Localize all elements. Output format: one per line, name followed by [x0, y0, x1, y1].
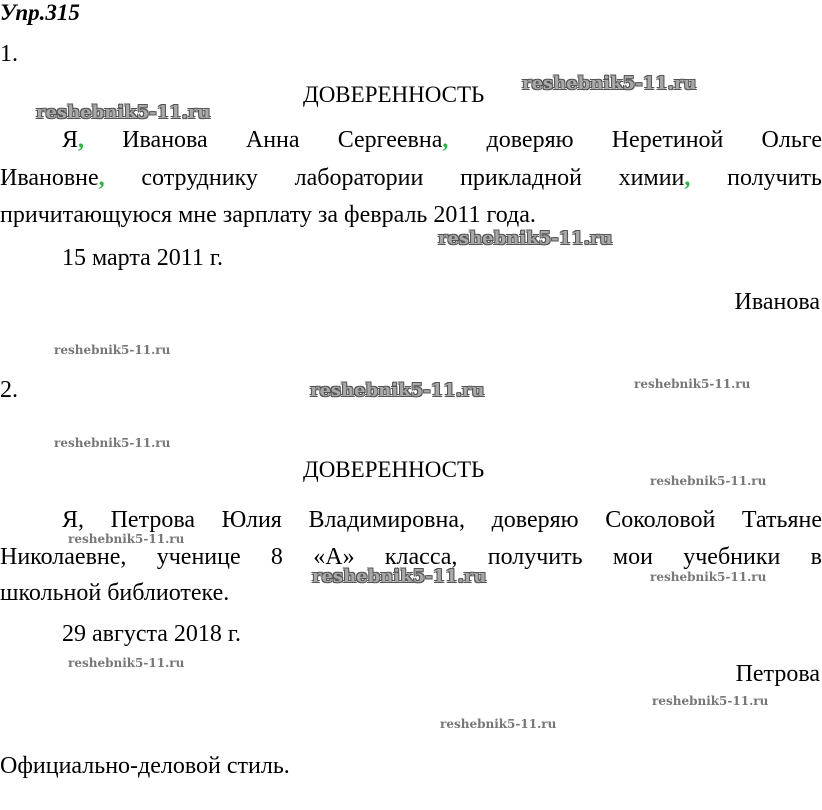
- exercise-title: Упр.315: [0, 0, 80, 25]
- doc2-text-line-2: Николаевне, ученице 8 «А» класса, получить мои учебники в: [0, 544, 822, 570]
- watermark: reshebnik5-11.ru: [54, 436, 171, 450]
- doc1-date: 15 марта 2011 г.: [62, 245, 224, 271]
- watermark: reshebnik5-11.ru: [650, 474, 767, 488]
- doc2-number: 2.: [0, 377, 18, 403]
- watermark: reshebnik5-11.ru: [650, 570, 767, 584]
- conclusion-text: Официально-деловой стиль.: [0, 753, 290, 779]
- watermark: reshebnik5-11.ru: [440, 717, 557, 731]
- doc1-number: 1.: [0, 41, 18, 67]
- watermark: reshebnik5-11.ru: [652, 694, 769, 708]
- doc2-date: 29 августа 2018 г.: [62, 621, 242, 647]
- watermark: reshebnik5-11.ru: [634, 377, 751, 391]
- watermark: reshebnik5-11.ru: [312, 566, 487, 587]
- watermark: reshebnik5-11.ru: [522, 73, 697, 94]
- watermark: reshebnik5-11.ru: [68, 532, 185, 546]
- watermark: reshebnik5-11.ru: [310, 380, 485, 401]
- doc1-signature: Иванова: [734, 289, 820, 315]
- doc1-text-line-1: Я, Иванова Анна Сергеевна, доверяю Неретиной Ольге: [62, 127, 822, 153]
- doc1-text-line-2: Ивановне, сотруднику лаборатории прикладной химии, получить: [0, 165, 822, 191]
- doc2-signature: Петрова: [735, 661, 820, 687]
- doc2-text-line-3: школьной библиотеке.: [0, 580, 230, 606]
- doc2-text-line-1: Я, Петрова Юлия Владимировна, доверяю Соколовой Татьяне: [62, 507, 822, 533]
- doc1-text-line-3: причитающуюся мне зарплату за февраль 2011 года.: [0, 202, 536, 228]
- watermark: reshebnik5-11.ru: [54, 343, 171, 357]
- doc2-heading: ДОВЕРЕННОСТЬ: [303, 457, 485, 482]
- doc1-heading: ДОВЕРЕННОСТЬ: [303, 82, 485, 107]
- watermark: reshebnik5-11.ru: [68, 656, 185, 670]
- watermark: reshebnik5-11.ru: [438, 228, 613, 249]
- watermark: reshebnik5-11.ru: [36, 102, 211, 123]
